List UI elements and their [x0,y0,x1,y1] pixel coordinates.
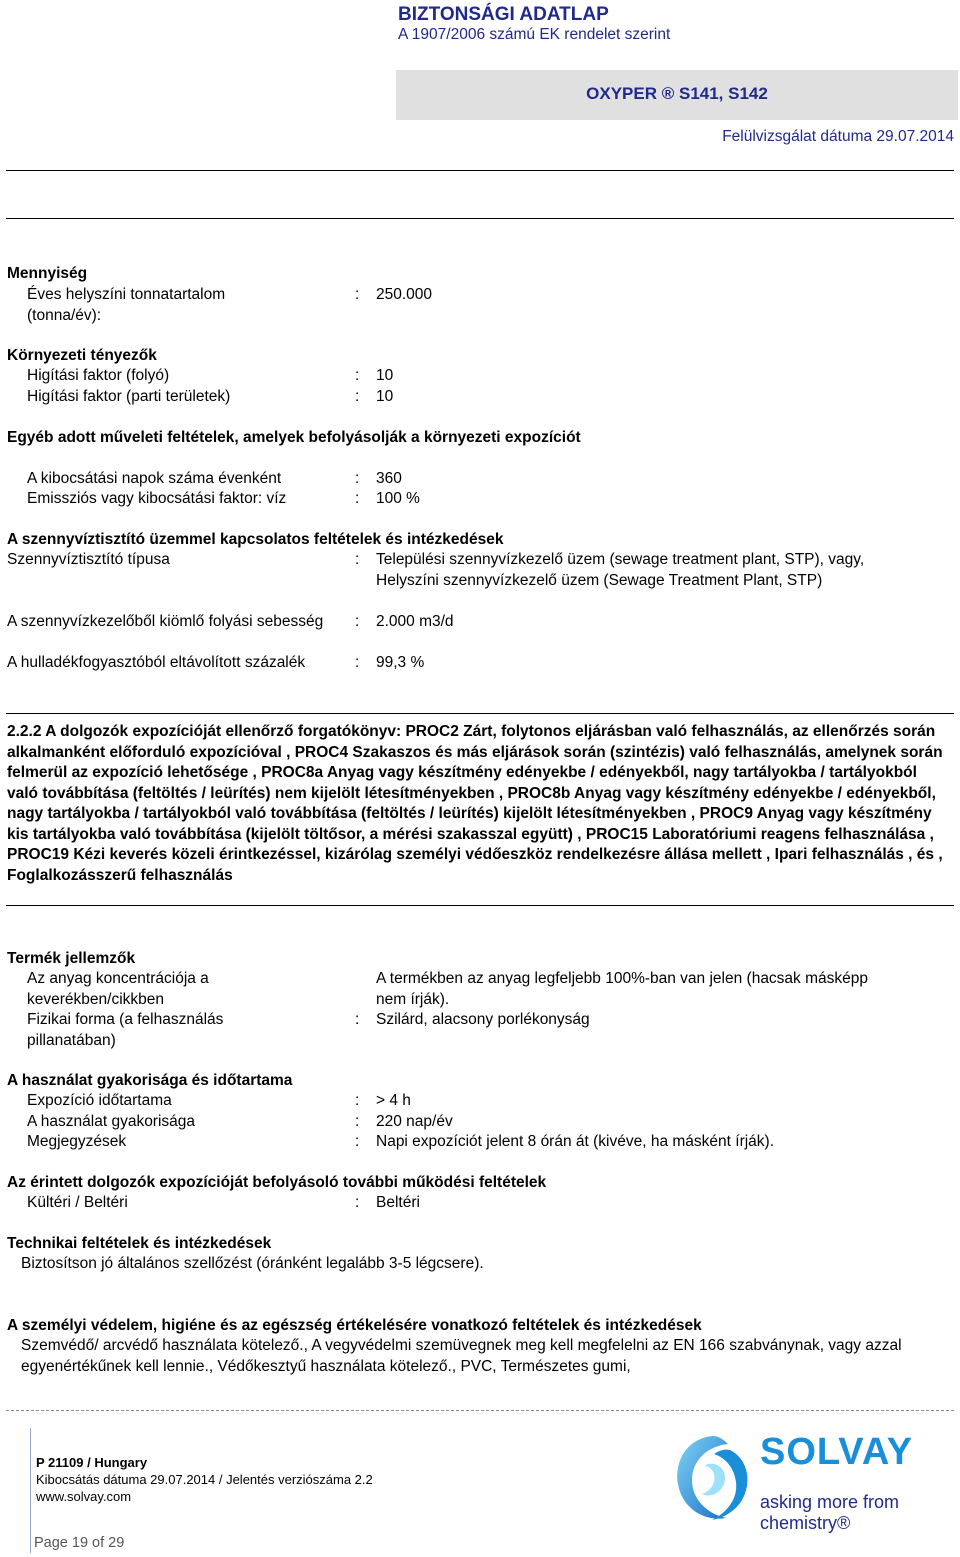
row-value: Beltéri [376,1194,420,1211]
footer-product-code: P 21109 / Hungary [36,1455,148,1470]
row-label: A kibocsátási napok száma évenként [27,470,282,487]
worker-scenario-title: 2.2.2 A dolgozók expozícióját ellenőrző forgatókönyv: PROC2 Zárt, folytonos eljárásban való felhasználás, az ellenőrzés során alkalmanként előforduló expozícióval , PROC4 Szakaszos és más eljárások során (szintézis) való felhasználás, amelynek során felmerül az expozíció lehetősége , PROC8a Anyag vagy készítmény edényekbe / edényekből, nagy tartályokba / tartályokból való továbbítása (feltöltés / leürítés) nem kijelölt létesítményekben , PROC8b Anyag vagy készítmény edényekbe / edényekből, nagy tartályokba / tartályokból való továbbítása (feltöltés / leürítés) kijelölt létesítményekben , PROC9 Anyag vagy készítmény kis tartályokba való továbbítása (kijelölt töltősor, a mérési szakasszal együtt) , PROC15 Laboratóriumi reagens felhasználása , PROC19 Kézi keverés közeli érintkezéssel, kizárólag személyi védőeszköz rendelkezésre állása mellett , Ipari felhasználás , és , Foglalkozásszerű felhasználás [7,723,943,884]
row-colon: : [355,1133,360,1150]
row-value: Települési szennyvízkezelő üzem (sewage treatment plant, STP), vagy, Helyszíni szennyvízkezelő üzem (Sewage Treatment Plant, STP) [376,551,865,589]
section-heading-env-factors: Környezeti tényezők [7,347,157,364]
row-colon: : [355,1194,360,1211]
row-label: A szennyvízkezelőből kiömlő folyási sebesség [7,613,324,630]
row-value: 100 % [376,490,420,507]
row-label: Higítási faktor (parti területek) [27,388,231,405]
row-colon: : [355,388,360,405]
section-heading-technical: Technikai feltételek és intézkedések [7,1235,272,1252]
section-rule [6,713,954,714]
row-colon: : [355,490,360,507]
row-colon: : [355,470,360,487]
row-colon: : [355,1011,360,1028]
row-label: Éves helyszíni tonnatartalom (tonna/év): [27,286,226,324]
section-rule [6,905,954,906]
section-heading-frequency: A használat gyakorisága és időtartama [7,1072,293,1089]
row-value: 360 [376,470,402,487]
row-value: 220 nap/év [376,1113,453,1130]
row-colon: : [355,367,360,384]
revision-date: Felülvizsgálat dátuma 29.07.2014 [722,128,954,145]
row-label: Az anyag koncentrációja a keverékben/cikkben [27,970,209,1008]
row-value: 10 [376,388,394,405]
solvay-logo [668,1428,958,1538]
row-label: Kültéri / Beltéri [27,1194,128,1211]
row-label: Expozíció időtartama [27,1092,172,1109]
row-value: 99,3 % [376,654,425,671]
logo-tagline: asking more from chemistry® [760,1492,900,1533]
row-colon: : [355,1092,360,1109]
row-value: > 4 h [376,1092,411,1109]
technical-text: Biztosítson jó általános szellőzést (óránként legalább 3-5 légcsere). [21,1255,484,1272]
row-value: 2.000 m3/d [376,613,454,630]
row-colon: : [355,286,360,303]
row-value: A termékben az anyag legfeljebb 100%-ban van jelen (hacsak másképp nem írják). [376,970,869,1008]
row-label: Szennyvíztisztító típusa [7,551,170,568]
row-value: 10 [376,367,394,384]
section-heading-stp: A szennyvíztisztító üzemmel kapcsolatos feltételek és intézkedések [7,531,504,548]
section-heading-other-ops: Egyéb adott műveleti feltételek, amelyek befolyásolják a környezeti expozíciót [7,429,581,446]
header-rule-top [6,170,954,171]
footer-issue-date: Kibocsátás dátuma 29.07.2014 / Jelentés verziószáma 2.2 [36,1472,373,1487]
solvay-swirl-icon [668,1428,758,1528]
section-heading-worker-conditions: Az érintett dolgozók expozícióját befolyásoló további működési feltételek [7,1174,547,1191]
row-value: Napi expozíciót jelent 8 órán át (kivéve, ha másként írják). [376,1133,775,1150]
row-value: 250.000 [376,286,433,303]
document-subtitle: A 1907/2006 számú EK rendelet szerint [398,26,671,43]
section-heading-quantity: Mennyiség [7,265,88,282]
row-label: Emissziós vagy kibocsátási faktor: víz [27,490,287,507]
row-colon: : [355,654,360,671]
section-heading-product-characteristics: Termék jellemzők [7,950,136,967]
logo-wordmark: SOLVAY [760,1431,914,1473]
personal-protection-text: Szemvédő/ arcvédő használata kötelező., A vegyvédelmi szemüvegnek meg kell megfelelni az EN 166 szabványnak, vagy azzal egyenértékűnek kell lennie., Védőkesztyű használata kötelező., PVC, Természetes gumi, [21,1337,902,1375]
footer-website: www.solvay.com [36,1489,132,1504]
row-label: A hulladékfogyasztóból eltávolított százalék [7,654,306,671]
page-number: Page 19 of 29 [34,1535,125,1551]
document-title: BIZTONSÁGI ADATLAP [398,4,609,25]
row-label: Fizikai forma (a felhasználás pillanatában) [27,1011,224,1049]
row-colon: : [355,1113,360,1130]
row-colon: : [355,551,360,568]
footer-divider [30,1428,31,1553]
row-label: Higítási faktor (folyó) [27,367,170,384]
section-heading-personal-protection: A személyi védelem, higiéne és az egészség értékelésére vonatkozó feltételek és intézkedések [7,1317,702,1334]
row-value: Szilárd, alacsony porlékonyság [376,1011,590,1028]
row-colon: : [355,613,360,630]
row-label: Megjegyzések [27,1133,127,1150]
header-rule-bottom [6,218,954,219]
product-name: OXYPER ® S141, S142 [586,84,768,103]
product-name-box [396,70,958,120]
footer-rule [6,1410,954,1411]
row-label: A használat gyakorisága [27,1113,196,1130]
